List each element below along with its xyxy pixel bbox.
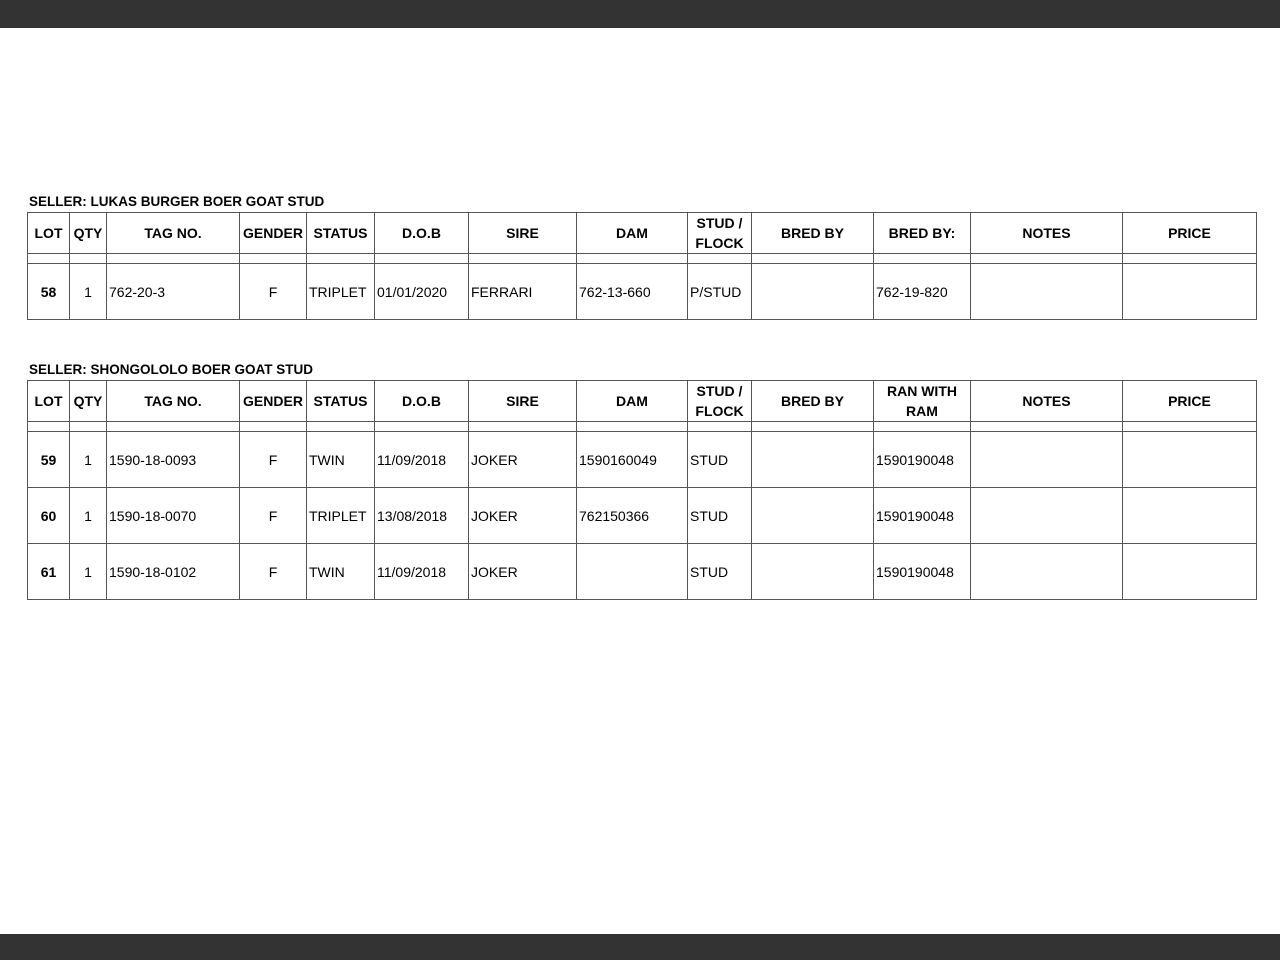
column-header-bred-by: BRED BY: [752, 213, 874, 254]
column-header-dob: D.O.B: [375, 381, 469, 422]
table-row: [28, 432, 1257, 488]
column-header-tag-no: TAG NO.: [107, 381, 240, 422]
spacer-cell: [688, 254, 752, 264]
spacer-cell: [874, 254, 971, 264]
column-header-bred-by: BRED BY: [752, 381, 874, 422]
spacer-cell: [70, 254, 107, 264]
cell-notes: [971, 544, 1123, 600]
cell-price: [1123, 432, 1257, 488]
spacer-cell: [107, 254, 240, 264]
spacer-cell: [28, 254, 70, 264]
table-row: [28, 488, 1257, 544]
cell-dam: [577, 544, 688, 600]
top-bar: [0, 0, 1280, 28]
spacer-cell: [752, 422, 874, 432]
seller-label: SELLER: SHONGOLOLO BOER GOAT STUD: [29, 362, 314, 377]
spacer-cell: [1123, 422, 1257, 432]
cell-notes: [971, 432, 1123, 488]
cell-dob: 11/09/2018: [375, 432, 469, 488]
cell-bred-by: [752, 264, 874, 320]
bottom-bar: [0, 934, 1280, 960]
cell-lot: 60: [28, 488, 70, 544]
spacer-cell: [752, 254, 874, 264]
column-header-notes: NOTES: [971, 381, 1123, 422]
cell-price: [1123, 264, 1257, 320]
column-header-dam: DAM: [577, 381, 688, 422]
column-header-price: PRICE: [1123, 213, 1257, 254]
lot-table: [27, 380, 1257, 600]
spacer-cell: [240, 254, 307, 264]
cell-qty: 1: [70, 488, 107, 544]
cell-lot: 59: [28, 432, 70, 488]
cell-sire: JOKER: [469, 432, 577, 488]
column-header-lot: LOT: [28, 381, 70, 422]
spacer-cell: [469, 422, 577, 432]
column-header-stud-flock: STUD / FLOCK: [688, 381, 752, 422]
spacer-cell: [577, 422, 688, 432]
spacer-row: [28, 422, 1257, 432]
column-header-stud-flock: STUD / FLOCK: [688, 213, 752, 254]
column-header-dam: DAM: [577, 213, 688, 254]
column-header-status: STATUS: [307, 213, 375, 254]
cell-stud-flock: STUD: [688, 488, 752, 544]
column-header-notes: NOTES: [971, 213, 1123, 254]
cell-dob: 13/08/2018: [375, 488, 469, 544]
cell-lot: 61: [28, 544, 70, 600]
cell-dam: 762150366: [577, 488, 688, 544]
spacer-cell: [240, 422, 307, 432]
cell-status: TWIN: [307, 544, 375, 600]
column-header-gender: GENDER: [240, 213, 307, 254]
cell-bred-by-2: 762-19-820: [874, 264, 971, 320]
cell-stud-flock: STUD: [688, 432, 752, 488]
cell-notes: [971, 264, 1123, 320]
cell-bred-by-2: 1590190048: [874, 432, 971, 488]
cell-gender: F: [240, 432, 307, 488]
spacer-cell: [107, 422, 240, 432]
table-row: [28, 544, 1257, 600]
lot-table: [27, 212, 1257, 320]
column-header-dob: D.O.B: [375, 213, 469, 254]
cell-dam: 762-13-660: [577, 264, 688, 320]
spacer-cell: [971, 422, 1123, 432]
spacer-cell: [874, 422, 971, 432]
spacer-cell: [577, 254, 688, 264]
column-header-lot: LOT: [28, 213, 70, 254]
cell-qty: 1: [70, 544, 107, 600]
spacer-cell: [70, 422, 107, 432]
cell-lot: 58: [28, 264, 70, 320]
cell-gender: F: [240, 264, 307, 320]
cell-sire: FERRARI: [469, 264, 577, 320]
spacer-cell: [375, 254, 469, 264]
spacer-cell: [307, 254, 375, 264]
cell-tag-no: 1590-18-0070: [107, 488, 240, 544]
cell-qty: 1: [70, 432, 107, 488]
column-header-bred-by-2: BRED BY:: [874, 213, 971, 254]
cell-status: TWIN: [307, 432, 375, 488]
cell-notes: [971, 488, 1123, 544]
spacer-cell: [469, 254, 577, 264]
cell-dob: 11/09/2018: [375, 544, 469, 600]
cell-gender: F: [240, 488, 307, 544]
cell-tag-no: 1590-18-0102: [107, 544, 240, 600]
column-header-status: STATUS: [307, 381, 375, 422]
cell-qty: 1: [70, 264, 107, 320]
column-header-sire: SIRE: [469, 213, 577, 254]
spacer-cell: [1123, 254, 1257, 264]
cell-stud-flock: P/STUD: [688, 264, 752, 320]
column-header-qty: QTY: [70, 381, 107, 422]
cell-tag-no: 1590-18-0093: [107, 432, 240, 488]
column-header-price: PRICE: [1123, 381, 1257, 422]
header-row: [28, 213, 1257, 254]
cell-bred-by: [752, 432, 874, 488]
seller-label: SELLER: LUKAS BURGER BOER GOAT STUD: [29, 194, 325, 209]
cell-bred-by-2: 1590190048: [874, 544, 971, 600]
spacer-cell: [375, 422, 469, 432]
column-header-sire: SIRE: [469, 381, 577, 422]
cell-bred-by: [752, 488, 874, 544]
cell-gender: F: [240, 544, 307, 600]
spacer-cell: [28, 422, 70, 432]
column-header-bred-by-2: RAN WITH RAM: [874, 381, 971, 422]
cell-price: [1123, 488, 1257, 544]
cell-bred-by-2: 1590190048: [874, 488, 971, 544]
cell-sire: JOKER: [469, 544, 577, 600]
cell-bred-by: [752, 544, 874, 600]
header-row: [28, 381, 1257, 422]
cell-status: TRIPLET: [307, 488, 375, 544]
spacer-cell: [971, 254, 1123, 264]
cell-stud-flock: STUD: [688, 544, 752, 600]
cell-dam: 1590160049: [577, 432, 688, 488]
column-header-tag-no: TAG NO.: [107, 213, 240, 254]
cell-price: [1123, 544, 1257, 600]
column-header-gender: GENDER: [240, 381, 307, 422]
spacer-cell: [307, 422, 375, 432]
cell-tag-no: 762-20-3: [107, 264, 240, 320]
spacer-cell: [688, 422, 752, 432]
cell-status: TRIPLET: [307, 264, 375, 320]
cell-sire: JOKER: [469, 488, 577, 544]
column-header-qty: QTY: [70, 213, 107, 254]
table-row: [28, 264, 1257, 320]
spacer-row: [28, 254, 1257, 264]
cell-dob: 01/01/2020: [375, 264, 469, 320]
